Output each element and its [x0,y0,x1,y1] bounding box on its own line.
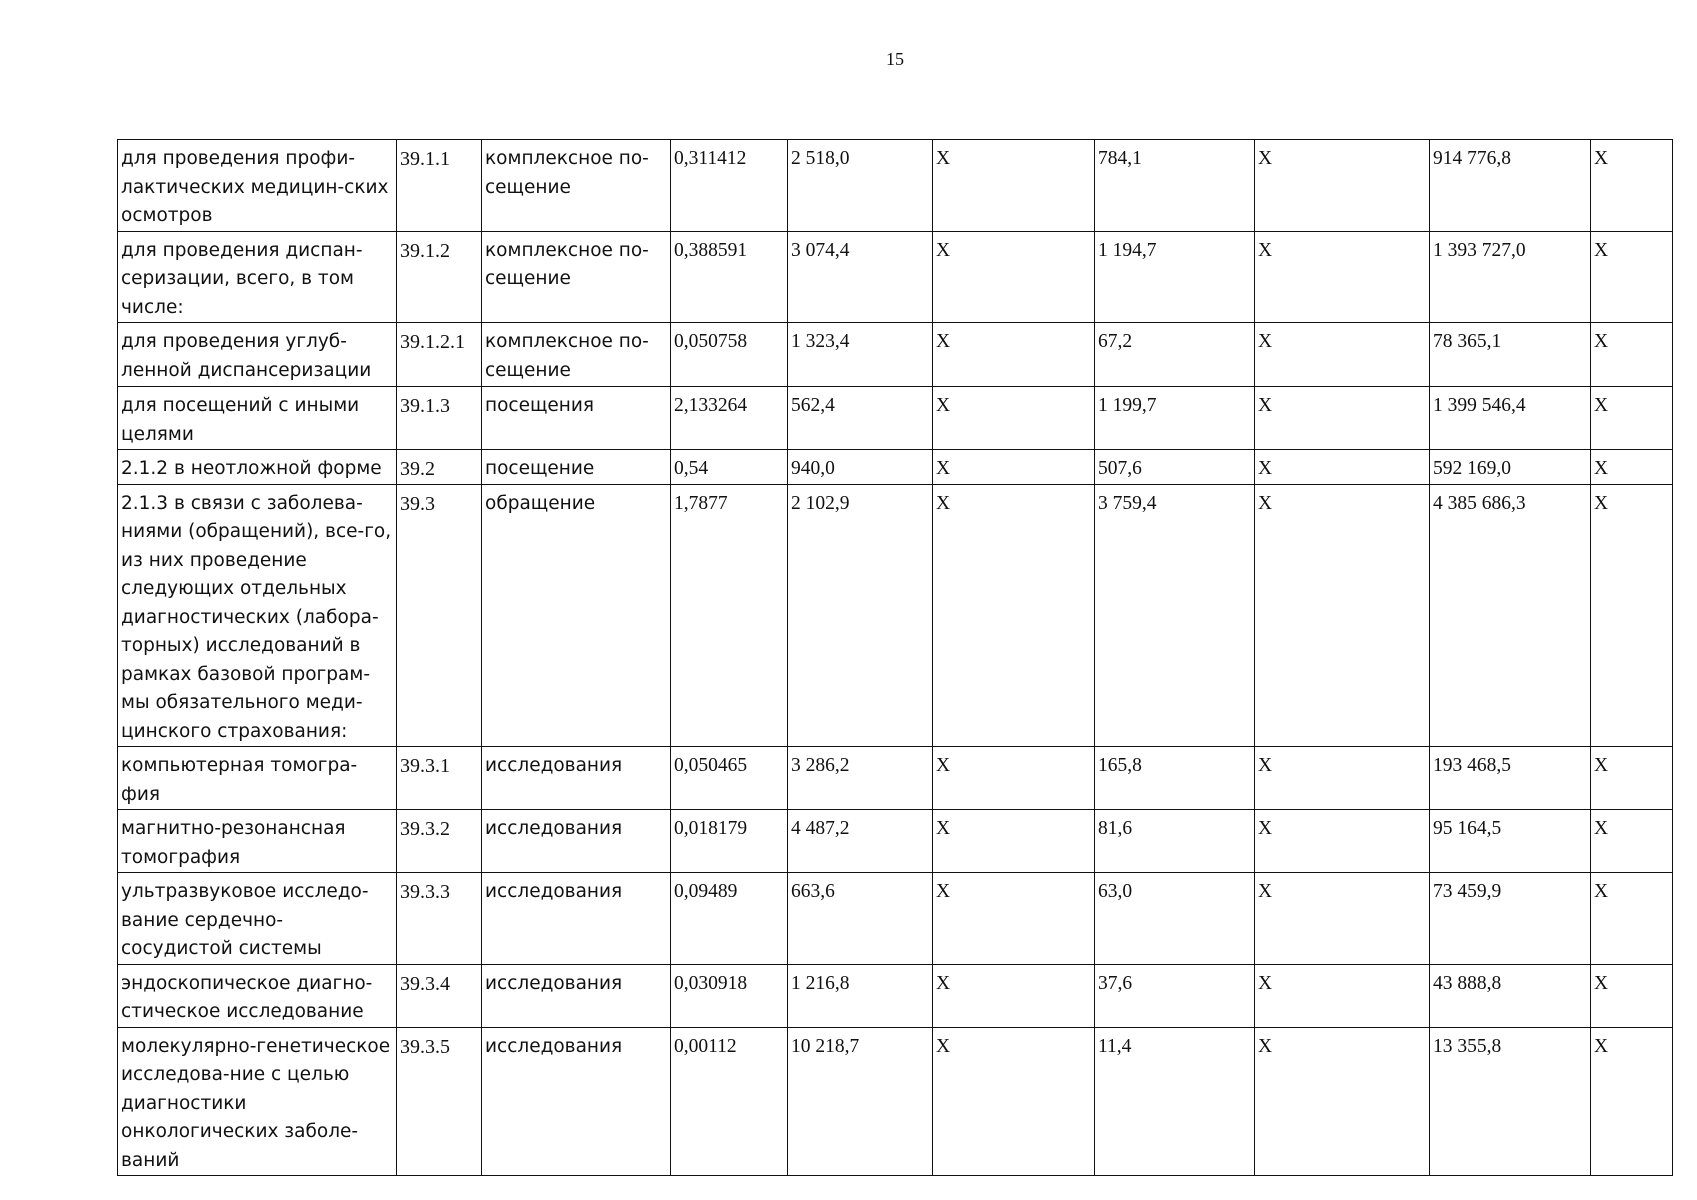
row-value-2: 1 216,8 [788,964,933,1027]
row-name: для проведения диспан-серизации, всего, в том числе: [118,231,397,323]
row-value-7: X [1591,387,1673,450]
tariff-table [117,139,1673,1176]
row-value-4: 3 759,4 [1095,484,1255,747]
row-value-3: X [933,140,1095,232]
row-unit: комплексное по-сещение [482,323,671,387]
row-value-5: X [1255,484,1430,747]
row-value-4: 784,1 [1095,140,1255,232]
row-value-4: 507,6 [1095,450,1255,485]
row-value-2: 3 286,2 [788,747,933,810]
row-value-1: 0,54 [671,450,788,485]
row-value-2: 4 487,2 [788,810,933,873]
row-value-1: 0,030918 [671,964,788,1027]
row-value-2: 2 102,9 [788,484,933,747]
row-unit: посещение [482,450,671,485]
row-value-7: X [1591,140,1673,232]
table-row [118,810,1673,873]
row-value-2: 663,6 [788,873,933,965]
row-value-1: 0,050758 [671,323,788,387]
row-value-4: 1 199,7 [1095,387,1255,450]
row-value-4: 165,8 [1095,747,1255,810]
row-unit: комплексное по-сещение [482,231,671,323]
row-value-3: X [933,873,1095,965]
row-value-6: 78 365,1 [1430,323,1591,387]
row-name: молекулярно-генетическое исследова-ние с целью диагностики онкологических заболе-ваний [118,1027,397,1176]
row-code: 39.1.3 [397,387,482,450]
row-value-3: X [933,1027,1095,1176]
table-row [118,1027,1673,1176]
table-row [118,450,1673,485]
page-number: 15 [886,49,904,69]
row-value-3: X [933,810,1095,873]
row-value-5: X [1255,747,1430,810]
row-value-6: 193 468,5 [1430,747,1591,810]
row-value-4: 81,6 [1095,810,1255,873]
row-value-2: 3 074,4 [788,231,933,323]
row-unit: исследования [482,810,671,873]
row-value-7: X [1591,484,1673,747]
table-row [118,231,1673,323]
row-code: 39.3.4 [397,964,482,1027]
row-unit: обращение [482,484,671,747]
row-value-7: X [1591,747,1673,810]
row-value-3: X [933,231,1095,323]
row-value-7: X [1591,873,1673,965]
row-value-1: 0,050465 [671,747,788,810]
row-value-4: 1 194,7 [1095,231,1255,323]
row-value-2: 940,0 [788,450,933,485]
row-value-7: X [1591,323,1673,387]
table-row [118,747,1673,810]
row-code: 39.3.1 [397,747,482,810]
table-row [118,484,1673,747]
table-row [118,964,1673,1027]
row-value-2: 10 218,7 [788,1027,933,1176]
row-unit: комплексное по-сещение [482,140,671,232]
row-value-3: X [933,387,1095,450]
row-code: 39.2 [397,450,482,485]
row-value-7: X [1591,810,1673,873]
row-value-7: X [1591,1027,1673,1176]
row-name: ультразвуковое исследо-вание сердечно-сосудистой системы [118,873,397,965]
row-value-7: X [1591,231,1673,323]
row-value-2: 1 323,4 [788,323,933,387]
row-code: 39.1.2.1 [397,323,482,387]
row-value-6: 592 169,0 [1430,450,1591,485]
row-name: для проведения углуб-ленной диспансеризации [118,323,397,387]
row-value-7: X [1591,450,1673,485]
row-value-5: X [1255,323,1430,387]
row-value-1: 0,388591 [671,231,788,323]
row-code: 39.3.2 [397,810,482,873]
row-value-2: 2 518,0 [788,140,933,232]
row-value-5: X [1255,873,1430,965]
row-value-6: 95 164,5 [1430,810,1591,873]
row-value-6: 914 776,8 [1430,140,1591,232]
table-row [118,873,1673,965]
row-value-5: X [1255,231,1430,323]
row-value-5: X [1255,140,1430,232]
row-value-1: 2,133264 [671,387,788,450]
row-code: 39.3 [397,484,482,747]
row-value-1: 1,7877 [671,484,788,747]
row-value-6: 73 459,9 [1430,873,1591,965]
row-value-6: 4 385 686,3 [1430,484,1591,747]
row-value-1: 0,00112 [671,1027,788,1176]
row-value-1: 0,311412 [671,140,788,232]
row-value-5: X [1255,1027,1430,1176]
row-value-4: 11,4 [1095,1027,1255,1176]
table-row [118,323,1673,387]
row-name: для проведения профи-лактических медицин-ских осмотров [118,140,397,232]
row-value-1: 0,09489 [671,873,788,965]
row-value-7: X [1591,964,1673,1027]
row-value-5: X [1255,387,1430,450]
row-value-6: 1 399 546,4 [1430,387,1591,450]
row-value-4: 63,0 [1095,873,1255,965]
row-value-3: X [933,323,1095,387]
table-row [118,387,1673,450]
row-name: магнитно-резонансная томография [118,810,397,873]
row-unit: исследования [482,964,671,1027]
row-unit: посещения [482,387,671,450]
row-name: компьютерная томогра-фия [118,747,397,810]
row-value-1: 0,018179 [671,810,788,873]
row-code: 39.1.2 [397,231,482,323]
row-code: 39.3.3 [397,873,482,965]
row-value-3: X [933,450,1095,485]
row-value-6: 43 888,8 [1430,964,1591,1027]
row-name: 2.1.3 в связи с заболева-ниями (обращений), все-го, из них проведение следующих отдельных диагностических (лабора-торных) исследований в рамках базовой програм-мы обязательного меди-цинского страхования: [118,484,397,747]
row-value-6: 13 355,8 [1430,1027,1591,1176]
row-code: 39.3.5 [397,1027,482,1176]
row-name: 2.1.2 в неотложной форме [118,450,397,485]
row-unit: исследования [482,873,671,965]
row-unit: исследования [482,1027,671,1176]
row-value-5: X [1255,964,1430,1027]
row-value-5: X [1255,450,1430,485]
row-value-6: 1 393 727,0 [1430,231,1591,323]
row-code: 39.1.1 [397,140,482,232]
row-value-3: X [933,747,1095,810]
row-name: для посещений с иными целями [118,387,397,450]
row-value-4: 37,6 [1095,964,1255,1027]
row-value-5: X [1255,810,1430,873]
row-value-4: 67,2 [1095,323,1255,387]
row-name: эндоскопическое диагно-стическое исследование [118,964,397,1027]
row-value-2: 562,4 [788,387,933,450]
row-value-3: X [933,964,1095,1027]
row-value-3: X [933,484,1095,747]
row-unit: исследования [482,747,671,810]
table-row [118,140,1673,232]
